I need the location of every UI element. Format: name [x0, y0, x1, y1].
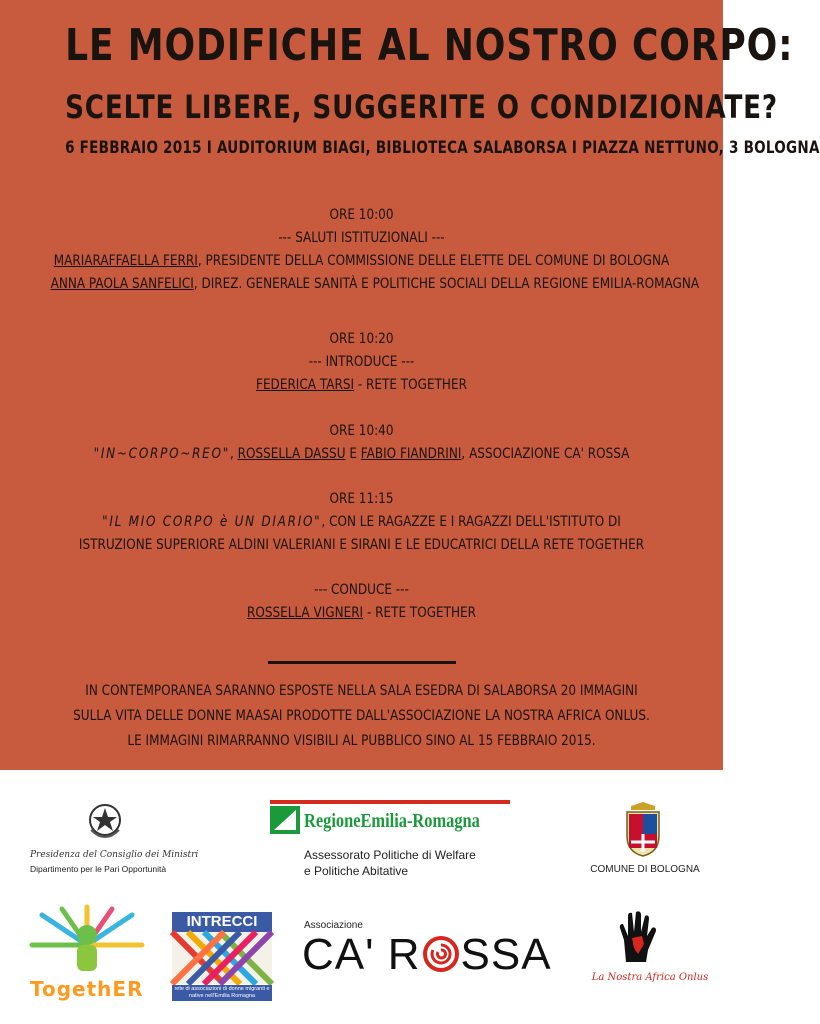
speaker-role: , DIREZ. GENERALE SANITÀ E POLITICHE SOCIALI DELLA REGIONE EMILIA-ROMAGNA: [193, 276, 700, 292]
spiral-icon: [422, 935, 460, 973]
event-info: 6 FEBBRAIO 2015 I AUDITORIUM BIAGI, BIBLIOTECA SALABORSA I PIAZZA NETTUNO, 3 BOLOGNA: [65, 138, 820, 157]
divider-rule: [268, 661, 456, 664]
regione-line-1: Assessorato Politiche di Welfare: [304, 848, 476, 862]
sponsor-logos-area: [0, 770, 723, 1024]
session-2-speaker: [51, 377, 673, 393]
carossa-part-1: CA' R: [302, 930, 421, 979]
presidenza-logo: [20, 800, 199, 880]
session-5-speaker: [51, 605, 673, 621]
together-figure-icon: [22, 905, 152, 985]
intrecci-logo: [172, 912, 272, 1002]
presidenza-line-2: Dipartimento per le Pari Opportunità: [30, 864, 167, 874]
italian-emblem-icon: [85, 800, 125, 842]
intrecci-caption: rete di associazioni di donne migranti e native nell'Emilia Romagna: [172, 985, 272, 1001]
intrecci-weave-icon: [172, 932, 272, 984]
session-4-detail-line-1: [51, 514, 673, 530]
talk-description: , CON LE RAGAZZE E I RAGAZZI DELL'ISTITUTO DI: [321, 514, 621, 530]
intrecci-name: INTRECCI: [172, 912, 272, 932]
session-5-heading: --- CONDUCE ---: [314, 582, 409, 598]
nostra-africa-name: La Nostra Africa Onlus: [591, 972, 709, 983]
bologna-coat-of-arms-icon: [623, 802, 663, 858]
carossa-wordmark: [302, 930, 552, 980]
regione-line-2: e Politiche Abitative: [304, 864, 409, 878]
speaker-org: , ASSOCIAZIONE CA' ROSSA: [461, 446, 630, 462]
speaker-name: ROSSELLA VIGNERI: [246, 605, 364, 621]
speaker-name: FABIO FIANDRINI: [360, 446, 462, 462]
presidenza-line-1: Presidenza del Consiglio dei Ministri: [30, 850, 199, 860]
speaker-role: , PRESIDENTE DELLA COMMISSIONE DELLE ELETTE DEL COMUNE DI BOLOGNA: [197, 253, 670, 269]
talk-title: "IN~CORPO~REO": [93, 446, 230, 462]
bologna-logo: [585, 802, 705, 882]
regione-name: RegioneEmilia-Romagna: [304, 810, 480, 832]
speaker-name: ANNA PAOLA SANFELICI: [50, 276, 194, 292]
speaker-role: - RETE TOGETHER: [363, 605, 477, 621]
carossa-part-2: SSA: [460, 930, 552, 979]
session-1-speaker-2: [50, 276, 700, 292]
bologna-name: COMUNE DI BOLOGNA: [590, 864, 700, 875]
session-1-speaker-1: [51, 253, 673, 269]
session-2-time: ORE 10:20: [329, 331, 394, 347]
session-4-detail-line-2: ISTRUZIONE SUPERIORE ALDINI VALERIANI E SIRANI E LE EDUCATRICI DELLA RETE TOGETHER: [78, 537, 645, 553]
together-name: TogethER: [30, 977, 144, 1001]
together-logo: [22, 905, 152, 1010]
separator: ,: [229, 446, 238, 462]
exhibit-line-3: LE IMMAGINI RIMARRANNO VISIBILI AL PUBBLICO SINO AL 15 FEBBRAIO 2015.: [127, 733, 596, 749]
regione-logo: [270, 800, 510, 880]
conjunction: E: [345, 446, 361, 462]
session-1-heading: --- SALUTI ISTITUZIONALI ---: [278, 230, 445, 246]
nostra-africa-logo: [590, 910, 710, 1000]
speaker-role: - RETE TOGETHER: [354, 377, 467, 393]
exhibit-line-1: IN CONTEMPORANEA SARANNO ESPOSTE NELLA SALA ESEDRA DI SALABORSA 20 IMMAGINI: [85, 683, 638, 699]
session-4-time: ORE 11:15: [329, 491, 394, 507]
session-2-heading: --- INTRODUCE ---: [308, 354, 415, 370]
session-3-detail: [51, 446, 673, 462]
speaker-name: FEDERICA TARSI: [256, 377, 355, 393]
poster-subtitle: SCELTE LIBERE, SUGGERITE O CONDIZIONATE?: [65, 88, 778, 126]
speaker-name: ROSSELLA DASSU: [237, 446, 346, 462]
hand-africa-icon: [616, 910, 660, 964]
talk-title: "IL MIO CORPO è UN DIARIO": [102, 514, 322, 530]
carossa-logo: [302, 920, 562, 1000]
session-3-time: ORE 10:40: [329, 423, 394, 439]
session-1-time: ORE 10:00: [329, 207, 394, 223]
speaker-name: MARIARAFFAELLA FERRI: [53, 253, 198, 269]
exhibit-line-2: SULLA VITA DELLE DONNE MAASAI PRODOTTE DALL'ASSOCIAZIONE LA NOSTRA AFRICA ONLUS.: [73, 708, 650, 724]
poster-title: LE MODIFICHE AL NOSTRO CORPO:: [65, 20, 794, 71]
carossa-small-label: Associazione: [304, 920, 363, 931]
